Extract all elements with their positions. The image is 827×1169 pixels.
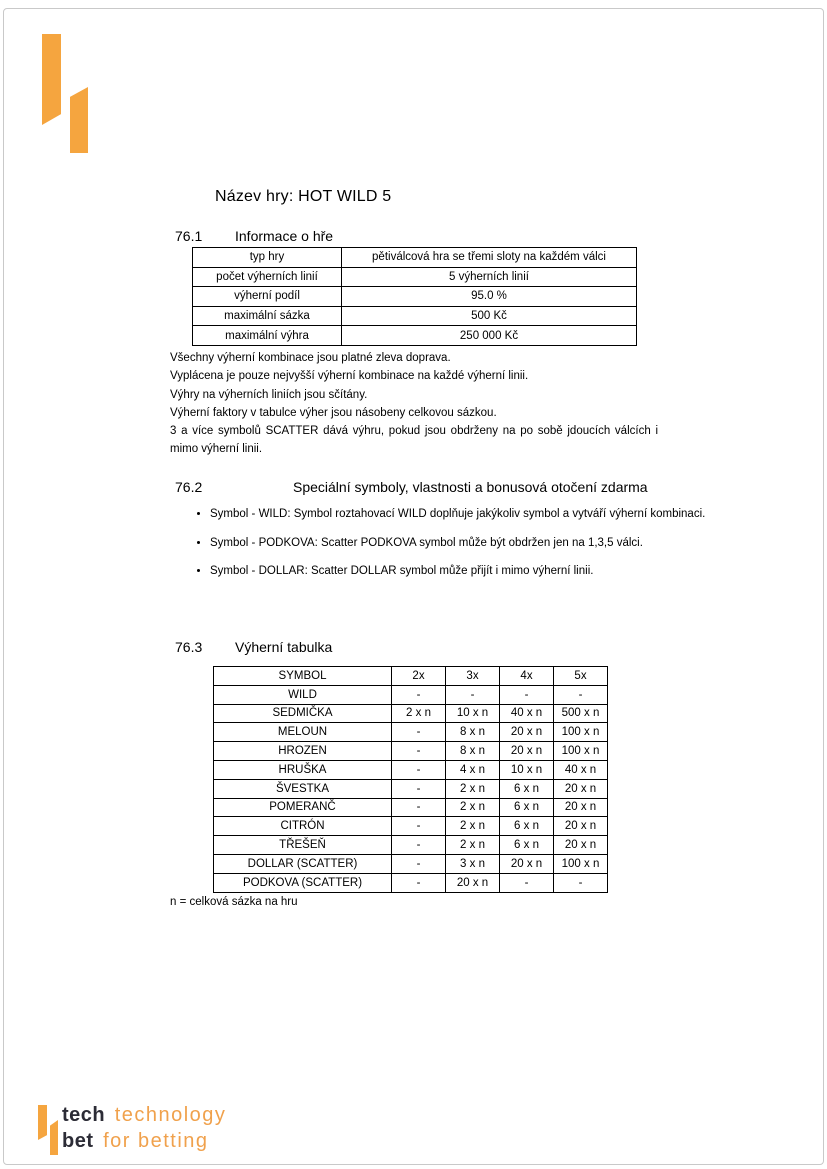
- table-cell: -: [392, 873, 446, 892]
- section-heading: Informace o hře: [235, 228, 334, 244]
- table-cell: MELOUN: [214, 723, 392, 742]
- table-cell: 20 x n: [554, 779, 608, 798]
- table-cell: 500 x n: [554, 704, 608, 723]
- table-cell: 8 x n: [446, 723, 500, 742]
- table-cell: 100 x n: [554, 854, 608, 873]
- footer-word-forbetting: for betting: [103, 1130, 209, 1152]
- table-row: [214, 760, 608, 779]
- table-cell: 20 x n: [446, 873, 500, 892]
- list-item: • Symbol - WILD: Symbol roztahovací WILD doplňuje jakýkoliv symbol a vytváří výherní kombinaci.: [210, 506, 707, 524]
- table-cell: -: [446, 685, 500, 704]
- table-cell: 2 x n: [446, 798, 500, 817]
- page-title: Název hry: HOT WILD 5: [215, 188, 392, 205]
- table-cell: ŠVESTKA: [214, 779, 392, 798]
- table-cell: 20 x n: [554, 817, 608, 836]
- table-cell: 20 x n: [500, 854, 554, 873]
- section-number: 76.1: [175, 228, 203, 244]
- table-cell: -: [554, 873, 608, 892]
- table-cell: -: [500, 873, 554, 892]
- payout-table: [213, 666, 608, 893]
- table-cell: 6 x n: [500, 779, 554, 798]
- table-row: [193, 306, 637, 326]
- table-header-cell: 3x: [446, 667, 500, 686]
- table-cell: 3 x n: [446, 854, 500, 873]
- table-row: [193, 287, 637, 307]
- table-cell: -: [392, 798, 446, 817]
- table-cell: počet výherních linií: [193, 267, 342, 287]
- table-cell: 2 x n: [446, 836, 500, 855]
- section-heading: Výherní tabulka: [235, 639, 333, 655]
- table-cell: 100 x n: [554, 723, 608, 742]
- table-row: [193, 248, 637, 268]
- table-cell: PODKOVA (SCATTER): [214, 873, 392, 892]
- game-info-table: [192, 247, 637, 346]
- table-header-cell: 4x: [500, 667, 554, 686]
- table-header-cell: 2x: [392, 667, 446, 686]
- table-cell: 20 x n: [554, 798, 608, 817]
- table-cell: 250 000 Kč: [342, 326, 637, 346]
- table-cell: -: [500, 685, 554, 704]
- footer-word-technology: technology: [114, 1104, 227, 1126]
- table-cell: maximální sázka: [193, 306, 342, 326]
- list-item: • Symbol - PODKOVA: Scatter PODKOVA symbol může být obdržen jen na 1,3,5 válci.: [210, 535, 707, 553]
- table-cell: WILD: [214, 685, 392, 704]
- table-cell: 10 x n: [500, 760, 554, 779]
- table-cell: -: [392, 779, 446, 798]
- table-cell: 40 x n: [554, 760, 608, 779]
- table-row: [193, 267, 637, 287]
- table-row: [214, 742, 608, 761]
- table-cell: 8 x n: [446, 742, 500, 761]
- table-row: [214, 779, 608, 798]
- table-row: [193, 326, 637, 346]
- table-cell: 10 x n: [446, 704, 500, 723]
- table-row: [214, 685, 608, 704]
- footer-logo-line2: [62, 1128, 226, 1154]
- table-row: [214, 817, 608, 836]
- table-cell: 2 x n: [446, 779, 500, 798]
- table-row: [214, 704, 608, 723]
- section-heading: Speciální symboly, vlastnosti a bonusová otočení zdarma: [293, 479, 648, 495]
- table-cell: -: [392, 854, 446, 873]
- table-cell: -: [392, 685, 446, 704]
- table-cell: pětiválcová hra se třemi sloty na každém válci: [342, 248, 637, 268]
- table-header-cell: SYMBOL: [214, 667, 392, 686]
- table-cell: POMERANČ: [214, 798, 392, 817]
- table-cell: 500 Kč: [342, 306, 637, 326]
- list-item: • Symbol - DOLLAR: Scatter DOLLAR symbol může přijít i mimo výherní linii.: [210, 563, 707, 581]
- table-cell: 2 x n: [392, 704, 446, 723]
- table-cell: maximální výhra: [193, 326, 342, 346]
- table-cell: 20 x n: [554, 836, 608, 855]
- table-cell: CITRÓN: [214, 817, 392, 836]
- table-cell: 6 x n: [500, 798, 554, 817]
- table-row: [214, 836, 608, 855]
- rule-line: 3 a více symbolů SCATTER dává výhru, pokud jsou obdrženy na po sobě jdoucích válcích i mimo výherní linii.: [170, 425, 658, 456]
- section-76-1-heading: [175, 228, 334, 244]
- footer-logo-bar-right-icon: [50, 1120, 58, 1155]
- table-row: [214, 723, 608, 742]
- table-cell: HRUŠKA: [214, 760, 392, 779]
- logo-bar-right-icon: [70, 87, 88, 153]
- table-cell: 40 x n: [500, 704, 554, 723]
- table-cell: 20 x n: [500, 742, 554, 761]
- rule-line: Výherní faktory v tabulce výher jsou násobeny celkovou sázkou.: [170, 406, 497, 419]
- table-cell: 5 výherních linií: [342, 267, 637, 287]
- table-cell: -: [392, 836, 446, 855]
- table-cell: 6 x n: [500, 817, 554, 836]
- footer-logo-words: [62, 1102, 226, 1154]
- footer-logo-bar-left-icon: [38, 1105, 47, 1140]
- table-row: [214, 873, 608, 892]
- section-number: 76.2: [175, 479, 203, 495]
- footer-logo-line1: [62, 1102, 226, 1128]
- special-symbols-list: [170, 506, 707, 592]
- footer-word-bet: bet: [62, 1130, 94, 1152]
- table-cell: -: [392, 723, 446, 742]
- section-76-2-heading: [175, 479, 648, 495]
- logo-bar-left-icon: [42, 34, 61, 125]
- table-cell: -: [392, 742, 446, 761]
- table-cell: 100 x n: [554, 742, 608, 761]
- table-cell: 2 x n: [446, 817, 500, 836]
- table-cell: -: [554, 685, 608, 704]
- rules-block: [170, 349, 658, 459]
- table-cell: DOLLAR (SCATTER): [214, 854, 392, 873]
- footnote: n = celková sázka na hru: [170, 896, 298, 908]
- table-cell: -: [392, 817, 446, 836]
- footer-word-tech: tech: [62, 1104, 106, 1126]
- table-cell: 20 x n: [500, 723, 554, 742]
- table-header-cell: 5x: [554, 667, 608, 686]
- table-cell: -: [392, 760, 446, 779]
- table-cell: HROZEN: [214, 742, 392, 761]
- table-cell: SEDMIČKA: [214, 704, 392, 723]
- rule-line: Všechny výherní kombinace jsou platné zleva doprava.: [170, 352, 451, 364]
- rule-line: Výhry na výherních liniích jsou sčítány.: [170, 388, 368, 401]
- table-cell: 6 x n: [500, 836, 554, 855]
- table-cell: výherní podíl: [193, 287, 342, 307]
- table-row: [214, 798, 608, 817]
- section-number: 76.3: [175, 639, 203, 655]
- table-header-row: [214, 667, 608, 686]
- section-76-3-heading: [175, 639, 333, 655]
- table-cell: 95.0 %: [342, 287, 637, 307]
- table-cell: 4 x n: [446, 760, 500, 779]
- table-cell: typ hry: [193, 248, 342, 268]
- table-row: [214, 854, 608, 873]
- rule-line: Vyplácena je pouze nejvyšší výherní kombinace na každé výherní linii.: [170, 370, 529, 383]
- table-cell: TŘEŠEŇ: [214, 836, 392, 855]
